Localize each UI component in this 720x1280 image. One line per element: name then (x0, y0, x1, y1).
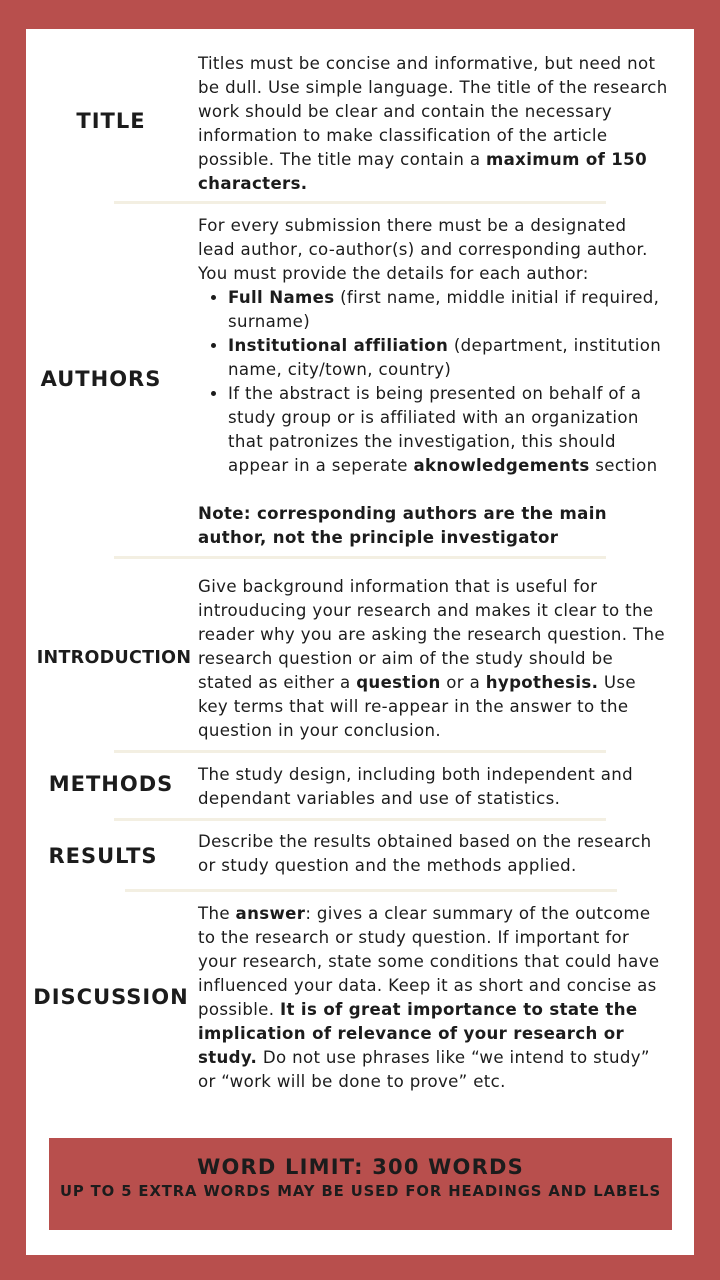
section-body-discussion (198, 902, 668, 1094)
bullet-text: section (589, 456, 658, 475)
methods-text: The study design, including both independent and dependant variables and use of statistics. (198, 765, 634, 808)
bullet-text: (department, institution name, city/town, country) (228, 336, 662, 379)
list-item (228, 286, 668, 334)
bullet-bold: Institutional affiliation (228, 336, 449, 355)
guidelines-card (26, 29, 694, 1255)
authors-note: Note: corresponding authors are the main author, not the principle investigator (198, 504, 607, 547)
section-body-results (198, 830, 668, 878)
section-heading-results: RESULTS (48, 844, 158, 868)
discussion-text: The (198, 904, 236, 923)
intro-text: or a (440, 673, 486, 692)
discussion-text: Do not use phrases like “we intend to study” or “work will be done to prove” etc. (198, 1048, 650, 1091)
intro-text: Use key terms that will re-appear in the answer to the question in your conclusion. (198, 673, 636, 740)
section-heading-methods: METHODS (48, 772, 174, 796)
discussion-bold: answer (235, 904, 306, 923)
divider (114, 556, 606, 559)
section-heading-authors: AUTHORS (40, 367, 162, 391)
divider (114, 750, 606, 753)
authors-intro: For every submission there must be a designated lead author, co-author(s) and corresponding author. You must provide the details for each author: (198, 216, 648, 283)
word-limit-title: WORD LIMIT: 300 WORDS (197, 1155, 524, 1179)
title-text-bold: maximum of 150 characters. (198, 150, 647, 193)
section-body-introduction (198, 575, 668, 743)
discussion-bold: It is of great importance to state the implication of relevance of your research or study. (198, 1000, 638, 1067)
divider (125, 889, 617, 892)
bullet-text: If the abstract is being presented on behalf of a study group or is affiliated with an organization that patronizes the investigation, this should appear in a seperate (228, 384, 642, 475)
bullet-text: (first name, middle initial if required, surname) (228, 288, 660, 331)
bullet-bold: aknowledgements (413, 456, 590, 475)
word-limit-banner (49, 1138, 672, 1230)
discussion-text: : gives a clear summary of the outcome to the research or study question. If important for your research, state some conditions that could have influenced your data. Keep it as short and concise as possible. (198, 904, 660, 1019)
section-heading-discussion: DISCUSSION (33, 985, 189, 1009)
intro-bold: hypothesis. (485, 673, 599, 692)
section-heading-introduction: INTRODUCTION (36, 648, 192, 668)
divider (114, 818, 606, 821)
results-text: Describe the results obtained based on the research or study question and the methods applied. (198, 832, 652, 875)
author-details-list (198, 286, 668, 478)
word-limit-subtitle: UP TO 5 EXTRA WORDS MAY BE USED FOR HEADINGS AND LABELS (59, 1183, 662, 1200)
section-body-authors (198, 214, 668, 550)
section-body-methods (198, 763, 668, 811)
title-text: Titles must be concise and informative, but need not be dull. Use simple language. The title of the research work should be clear and contain the necessary information to make classification of the article possible. The title may contain a (198, 54, 668, 169)
intro-text: Give background information that is useful for introuducing your research and makes it clear to the reader why you are asking the research question. The research question or aim of the study should be stated as either a (198, 577, 665, 692)
list-item (228, 382, 668, 478)
list-item (228, 334, 668, 382)
section-body-title (198, 52, 668, 196)
bullet-bold: Full Names (228, 288, 335, 307)
divider (114, 201, 606, 204)
intro-bold: question (356, 673, 441, 692)
section-heading-title: TITLE (76, 109, 146, 133)
